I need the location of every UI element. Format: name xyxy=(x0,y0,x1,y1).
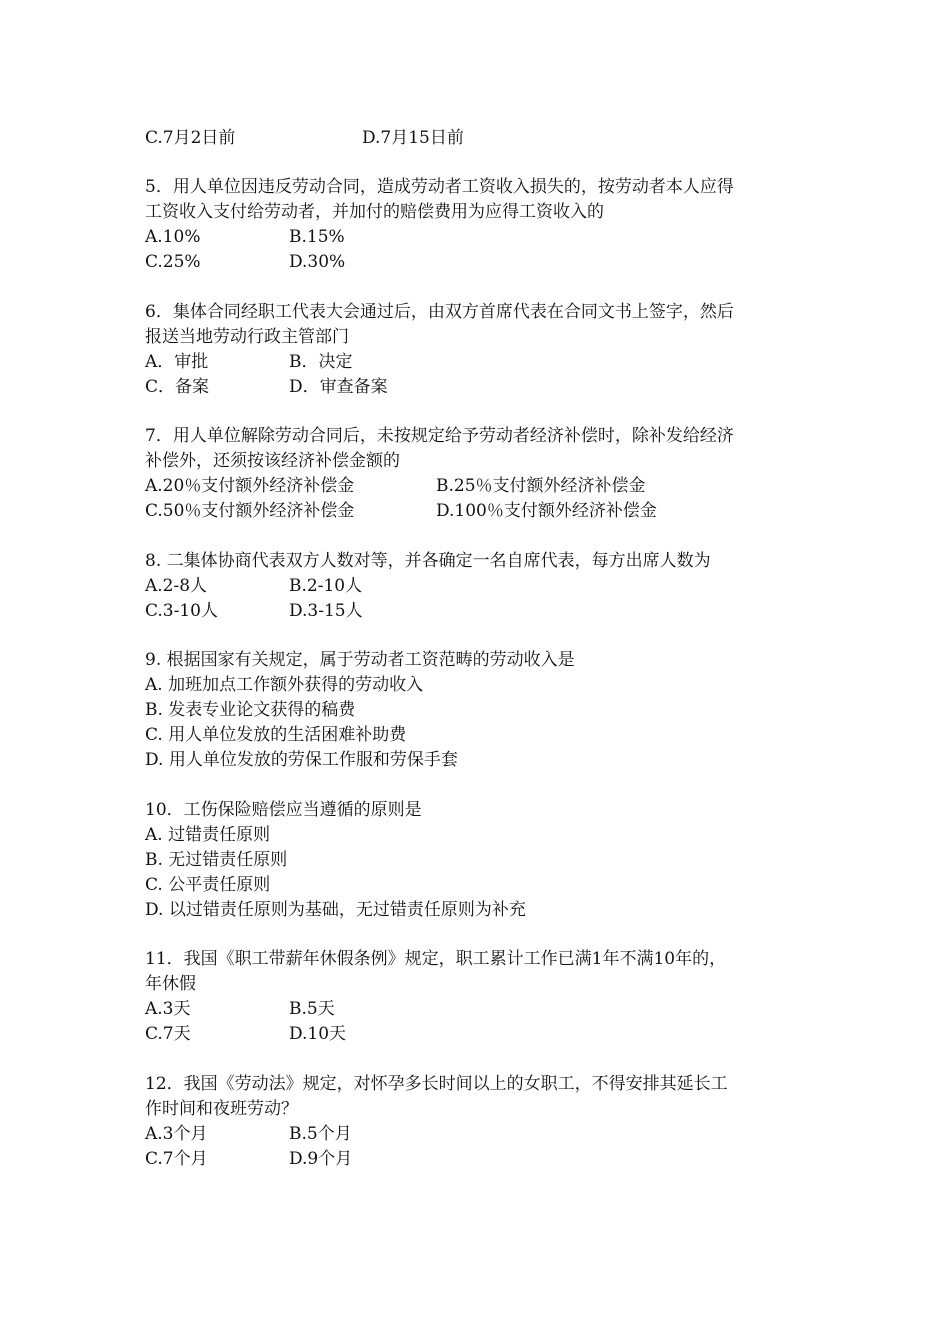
q12-option-b: B.5个月 xyxy=(289,1124,352,1144)
q9-option-d: D. 用人单位发放的劳保工作服和劳保手套 xyxy=(145,750,458,770)
q8-option-d: D.3-15人 xyxy=(289,601,363,621)
q10-option-c: C. 公平责任原则 xyxy=(145,875,271,895)
q8-option-c: C.3-10人 xyxy=(145,601,218,621)
q4-option-d: D.7月15日前 xyxy=(362,128,464,148)
q7-option-a: A.20％支付额外经济补偿金 xyxy=(145,476,355,496)
q9-option-b: B. 发表专业论文获得的稿费 xyxy=(145,700,356,720)
q6-option-d: D．审查备案 xyxy=(289,377,388,397)
q5-option-a: A.10% xyxy=(145,227,201,247)
q10-option-d: D. 以过错责任原则为基础，无过错责任原则为补充 xyxy=(145,900,526,920)
q9-option-c: C. 用人单位发放的生活困难补助费 xyxy=(145,725,407,745)
q11-option-b: B.5天 xyxy=(289,999,335,1019)
q5-option-c: C.25% xyxy=(145,252,201,272)
q11-option-c: C.7天 xyxy=(145,1024,191,1044)
q5-option-d: D.30% xyxy=(289,252,346,272)
q10-option-b: B. 无过错责任原则 xyxy=(145,850,288,870)
q10-option-a: A. 过错责任原则 xyxy=(145,825,271,845)
q8-question-line1: 8. 二集体协商代表双方人数对等，并各确定一名自席代表，每方出席人数为 xyxy=(145,551,711,571)
q10-question-line1: 10．工伤保险赔偿应当遵循的原则是 xyxy=(145,800,422,820)
q12-option-a: A.3个月 xyxy=(145,1124,208,1144)
q11-question-line1: 11．我国《职工带薪年休假条例》规定，职工累计工作已满1年不满10年的， xyxy=(145,949,727,969)
q12-question-line1: 12．我国《劳动法》规定，对怀孕多长时间以上的女职工，不得安排其延长工 xyxy=(145,1074,728,1094)
q11-question-line2: 年休假 xyxy=(145,974,196,994)
q9-option-a: A. 加班加点工作额外获得的劳动收入 xyxy=(145,675,424,695)
q12-option-d: D.9个月 xyxy=(289,1149,353,1169)
q9-question-line1: 9. 根据国家有关规定，属于劳动者工资范畴的劳动收入是 xyxy=(145,650,575,670)
q11-option-a: A.3天 xyxy=(145,999,191,1019)
q7-question-line1: 7．用人单位解除劳动合同后，未按规定给予劳动者经济补偿时，除补发给经济 xyxy=(145,426,734,446)
q5-question-line1: 5．用人单位因违反劳动合同，造成劳动者工资收入损失的，按劳动者本人应得 xyxy=(145,177,734,197)
q4-option-c: C.7月2日前 xyxy=(145,128,236,148)
q6-option-c: C．备案 xyxy=(145,377,210,397)
q8-option-b: B.2-10人 xyxy=(289,576,363,596)
q12-option-c: C.7个月 xyxy=(145,1149,208,1169)
q7-option-d: D.100％支付额外经济补偿金 xyxy=(436,501,657,521)
q5-question-line2: 工资收入支付给劳动者，并加付的赔偿费用为应得工资收入的 xyxy=(145,202,604,222)
q11-option-d: D.10天 xyxy=(289,1024,347,1044)
q6-question-line2: 报送当地劳动行政主管部门 xyxy=(145,327,349,347)
q6-question-line1: 6．集体合同经职工代表大会通过后，由双方首席代表在合同文书上签字，然后 xyxy=(145,302,734,322)
q6-option-a: A．审批 xyxy=(145,352,209,372)
q12-question-line2: 作时间和夜班劳动？ xyxy=(145,1099,298,1119)
q5-option-b: B.15% xyxy=(289,227,345,247)
q7-option-c: C.50％支付额外经济补偿金 xyxy=(145,501,355,521)
q7-option-b: B.25％支付额外经济补偿金 xyxy=(436,476,646,496)
q7-question-line2: 补偿外，还须按该经济补偿金额的 xyxy=(145,451,400,471)
q6-option-b: B．决定 xyxy=(289,352,353,372)
q8-option-a: A.2-8人 xyxy=(145,576,208,596)
